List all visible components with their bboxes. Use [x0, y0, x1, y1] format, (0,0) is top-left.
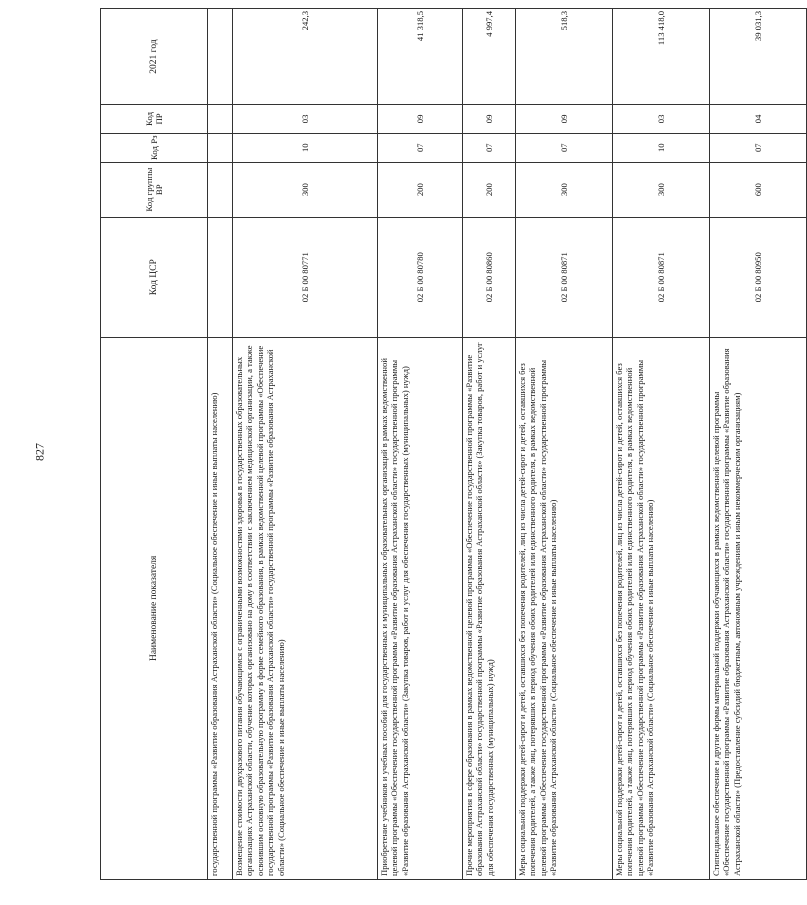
header-csr: Код ЦСР	[101, 217, 208, 337]
row-name: Меры социальной поддержки детей-сирот и детей, оставшихся без попечения родителей, лиц из числа детей-сирот и детей, оставшихся без попечения родителей, а также лиц, потерявших в период обучения обоих родителей или единственного родителя, в рамках ведомственной целевой программы «Обеспечение государственной программы «Развитие образования Астраханской области» государственной программы «Развитие образования Астраханской области» (Социальное обеспечение и иные выплаты населению)	[516, 337, 613, 879]
row-rz: 07	[463, 133, 516, 162]
row-pr: 09	[378, 105, 463, 134]
table-row	[208, 9, 233, 880]
row-name: Прочие мероприятия в сфере образования в рамках ведомственной целевой программы «Обеспечение государственной программы «Развитие образования Астраханской области» государственной программы «Развитие образования Астраханской области» (Закупка товаров, работ и услуг для обеспечения государственных (муниципальных) нужд)	[463, 337, 516, 879]
row-pr: 03	[233, 105, 378, 134]
header-pr: Код ПР	[101, 105, 208, 134]
row-pr: 03	[613, 105, 710, 134]
table-row	[233, 9, 378, 880]
row-name: Стипендиальное обеспечение и другие формы материальной поддержки обучающихся в рамках ведомственной целевой программы «Обеспечение государственной программы «Развитие образования Астраханской области» государственной программы «Развитие образования Астраханской области» (Предоставление субсидий бюджетным, автономным учреждениям и иным некоммерческим организациям)	[710, 337, 807, 879]
row-value: 242,3	[233, 9, 378, 105]
row-csr: 02 Б 00 80771	[233, 217, 378, 337]
table-row	[516, 9, 613, 880]
row-value: 41 318,5	[378, 9, 463, 105]
row-name: Приобретение учебников и учебных пособий для государственных и муниципальных образовательных организаций в рамках ведомственной целевой программы «Обеспечение государственной программы «Развитие образования Астраханской области» государственной программы «Развитие образования Астраханской области» (Закупка товаров, работ и услуг для обеспечения государственных (муниципальных) нужд)	[378, 337, 463, 879]
row-vr: 600	[710, 162, 807, 217]
row-name: Возмещение стоимости двухразового питания обучающимся с ограниченными возможностями здоровья в государственных образовательных организациях Астраханской области, обучение которых организовано на дому в соответствии с заключением медицинской организации, а также освоившим основную образовательную программу в форме семейного образования, в рамках ведомственной целевой программы «Обеспечение государственной программы «Развитие образования Астраханской области» государственной программы «Развитие образования Астраханской области» (Социальное обеспечение и иные выплаты населению)	[233, 337, 378, 879]
row-pr: 09	[463, 105, 516, 134]
rotated-page	[100, 8, 763, 880]
header-name: Наименование показателя	[101, 337, 208, 879]
row-value: 113 418,0	[613, 9, 710, 105]
row-rz: 10	[233, 133, 378, 162]
row-csr: 02 Б 00 80860	[463, 217, 516, 337]
row-name: государственной программы «Развитие образования Астраханской области» (Социальное обеспечение и иные выплаты населению)	[208, 337, 233, 879]
row-vr: 300	[613, 162, 710, 217]
page-number: 827	[32, 443, 47, 461]
row-rz: 07	[378, 133, 463, 162]
row-pr: 09	[516, 105, 613, 134]
table-row	[710, 9, 807, 880]
row-rz: 07	[710, 133, 807, 162]
row-value: 4 997,4	[463, 9, 516, 105]
row-vr: 300	[233, 162, 378, 217]
row-csr: 02 Б 00 80871	[516, 217, 613, 337]
row-value: 518,3	[516, 9, 613, 105]
header-row	[101, 9, 208, 880]
row-csr: 02 Б 00 80950	[710, 217, 807, 337]
header-rz: Код Рз	[101, 133, 208, 162]
table-row	[378, 9, 463, 880]
row-pr: 04	[710, 105, 807, 134]
header-year: 2021 год	[101, 9, 208, 105]
header-vr: Код группы ВР	[101, 162, 208, 217]
row-vr: 200	[378, 162, 463, 217]
budget-table	[100, 8, 807, 880]
row-csr: 02 Б 00 80780	[378, 217, 463, 337]
table-row	[613, 9, 710, 880]
row-rz: 10	[613, 133, 710, 162]
row-csr: 02 Б 00 80871	[613, 217, 710, 337]
row-vr: 300	[516, 162, 613, 217]
table-row	[463, 9, 516, 880]
row-value: 39 031,3	[710, 9, 807, 105]
row-rz: 07	[516, 133, 613, 162]
row-name: Меры социальной поддержки детей-сирот и детей, оставшихся без попечения родителей, лиц из числа детей-сирот и детей, оставшихся без попечения родителей, а также лиц, потерявших в период обучения обоих родителей или единственного родителя, в рамках ведомственной целевой программы «Обеспечение государственной программы «Развитие образования Астраханской области» государственной программы «Развитие образования Астраханской области» (Социальное обеспечение и иные выплаты населению)	[613, 337, 710, 879]
row-vr: 200	[463, 162, 516, 217]
